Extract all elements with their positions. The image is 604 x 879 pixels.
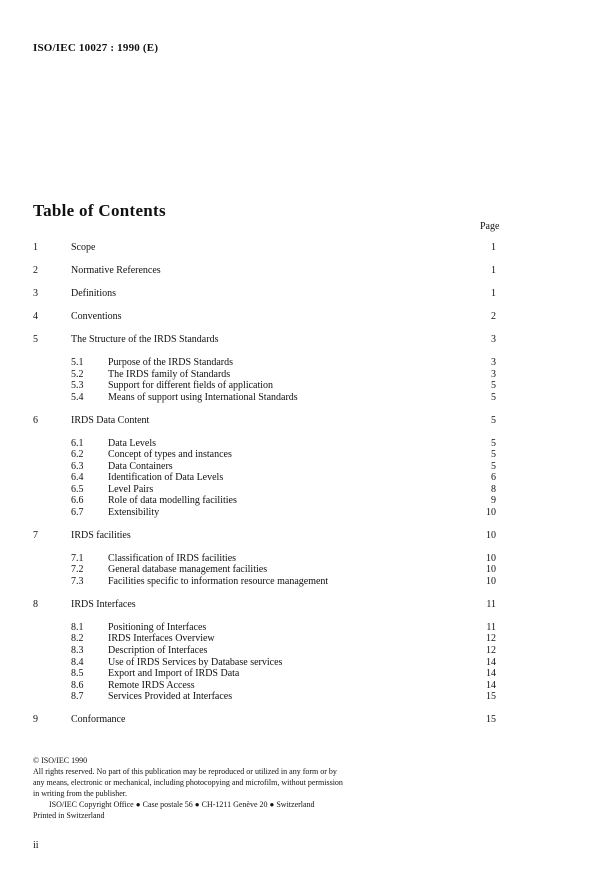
- toc-entry-page-number: 15: [486, 691, 496, 702]
- toc-entry-title[interactable]: Data Levels: [108, 438, 157, 449]
- toc-entry-page-number: 2: [491, 311, 496, 322]
- toc-entry-title[interactable]: Conformance: [71, 714, 126, 725]
- toc-entry-title[interactable]: Normative References: [71, 265, 161, 276]
- toc-entry-title[interactable]: Classification of IRDS facilities: [108, 553, 237, 564]
- toc-entry-page-number: 10: [486, 576, 496, 587]
- toc-entry-number: 7.3: [71, 576, 84, 587]
- copyright-line: © ISO/IEC 1990: [33, 756, 88, 765]
- toc-entry-title[interactable]: Remote IRDS Access: [108, 680, 195, 691]
- toc-entry-number: 6.5: [71, 484, 84, 495]
- toc-entry-title[interactable]: Facilities specific to information resource management: [108, 576, 329, 587]
- toc-entry-page-number: 11: [486, 599, 496, 610]
- toc-entry-page-number: 3: [491, 357, 496, 368]
- page-folio: ii: [33, 840, 39, 851]
- toc-entry-page-number: 10: [486, 553, 496, 564]
- toc-entry-title[interactable]: Use of IRDS Services by Database services: [108, 657, 283, 668]
- toc-entry-page-number: 1: [491, 242, 496, 253]
- toc-entry-number: 8.7: [71, 691, 84, 702]
- toc-entry-page-number: 15: [486, 714, 496, 725]
- toc-entry-number: 8.5: [71, 668, 84, 679]
- toc-entry-number: 8.6: [71, 680, 84, 691]
- printed-in: Printed in Switzerland: [33, 811, 105, 820]
- toc-entry-page-number: 5: [491, 415, 496, 426]
- toc-entry-number: 9: [33, 714, 38, 725]
- toc-entry-title[interactable]: Identification of Data Levels: [108, 472, 224, 483]
- toc-entry-number: 8.3: [71, 645, 84, 656]
- toc-entry-page-number: 12: [486, 633, 496, 644]
- toc-entry-number: 6.4: [71, 472, 84, 483]
- toc-entry-number: 6: [33, 415, 38, 426]
- toc-entry-number: 7.2: [71, 564, 84, 575]
- toc-entry-page-number: 14: [486, 680, 496, 691]
- toc-entry-page-number: 10: [486, 507, 496, 518]
- toc-entry-title[interactable]: Definitions: [71, 288, 116, 299]
- toc-entry-title[interactable]: General database management facilities: [108, 564, 268, 575]
- toc-page-column-label: Page: [480, 221, 500, 232]
- toc-entry-title[interactable]: IRDS Interfaces: [71, 599, 136, 610]
- toc-entry-number: 4: [33, 311, 38, 322]
- toc-entry-title[interactable]: Export and Import of IRDS Data: [108, 668, 240, 679]
- toc-entry-page-number: 3: [491, 334, 496, 345]
- toc-entry-title[interactable]: Description of Interfaces: [108, 645, 208, 656]
- toc-entry-title[interactable]: IRDS facilities: [71, 530, 131, 541]
- toc-title: Table of Contents: [33, 201, 166, 220]
- toc-entry-page-number: 14: [486, 668, 496, 679]
- toc-entry-number: 6.3: [71, 461, 84, 472]
- toc-entry-number: 6.1: [71, 438, 84, 449]
- toc-entry-number: 5.4: [71, 392, 84, 403]
- toc-entry-title[interactable]: IRDS Data Content: [71, 415, 150, 426]
- toc-entry-number: 8.2: [71, 633, 84, 644]
- toc-entry-title[interactable]: Extensibility: [108, 507, 160, 518]
- toc-entry-number: 7: [33, 530, 38, 541]
- toc-entry-number: 8.1: [71, 622, 84, 633]
- toc-entry-page-number: 8: [491, 484, 496, 495]
- toc-entry-number: 6.2: [71, 449, 84, 460]
- toc-entry-number: 6.7: [71, 507, 84, 518]
- toc-entry-title[interactable]: Purpose of the IRDS Standards: [108, 357, 233, 368]
- toc-entry-number: 1: [33, 242, 38, 253]
- toc-entry-title[interactable]: The Structure of the IRDS Standards: [71, 334, 219, 345]
- copyright-notice: [33, 755, 343, 821]
- toc-entry-page-number: 5: [491, 392, 496, 403]
- rights-line-2: any means, electronic or mechanical, including photocopying and microfilm, without permission: [33, 778, 343, 787]
- toc-entry-number: 5: [33, 334, 38, 345]
- toc-entry-title[interactable]: Concept of types and instances: [108, 449, 232, 460]
- toc-entry-number: 5.1: [71, 357, 84, 368]
- toc-entry-page-number: 5: [491, 438, 496, 449]
- rights-line-1: All rights reserved. No part of this publication may be reproduced or utilized in any form or by: [33, 767, 337, 776]
- toc-entry-number: 8.4: [71, 657, 84, 668]
- toc-entry-number: 3: [33, 288, 38, 299]
- toc-entry-page-number: 10: [486, 530, 496, 541]
- toc-entry-page-number: 14: [486, 657, 496, 668]
- toc-entry-title[interactable]: The IRDS family of Standards: [108, 369, 231, 380]
- toc-entry-page-number: 1: [491, 288, 496, 299]
- toc-entry-title[interactable]: IRDS Interfaces Overview: [108, 633, 215, 644]
- toc-entry-page-number: 5: [491, 380, 496, 391]
- toc-entry-number: 6.6: [71, 495, 84, 506]
- document-id-header: ISO/IEC 10027 : 1990 (E): [33, 42, 159, 54]
- toc-entry-page-number: 5: [491, 449, 496, 460]
- toc-entry-number: 2: [33, 265, 38, 276]
- toc-entry-page-number: 10: [486, 564, 496, 575]
- toc-entry-page-number: 9: [491, 495, 496, 506]
- toc-entry-number: 7.1: [71, 553, 84, 564]
- toc-entry-page-number: 6: [491, 472, 496, 483]
- toc-entry-title[interactable]: Role of data modelling facilities: [108, 495, 237, 506]
- toc-entry-title[interactable]: Support for different fields of application: [108, 380, 274, 391]
- rights-line-3: in writing from the publisher.: [33, 789, 127, 798]
- toc-entry-number: 5.2: [71, 369, 84, 380]
- toc-entry-page-number: 12: [486, 645, 496, 656]
- toc-entry-title[interactable]: Conventions: [71, 311, 122, 322]
- toc-entry-page-number: 11: [486, 622, 496, 633]
- toc-entry-title[interactable]: Data Containers: [108, 461, 173, 472]
- toc-entry-title[interactable]: Services Provided at Interfaces: [108, 691, 233, 702]
- toc-entry-page-number: 5: [491, 461, 496, 472]
- toc-entry-number: 5.3: [71, 380, 84, 391]
- toc-entry-title[interactable]: Means of support using International Standards: [108, 392, 298, 403]
- toc-entry-title[interactable]: Level Pairs: [108, 484, 154, 495]
- toc-entry-title[interactable]: Positioning of Interfaces: [108, 622, 207, 633]
- toc-entry-number: 8: [33, 599, 38, 610]
- toc-entry-page-number: 1: [491, 265, 496, 276]
- copyright-office-address: ISO/IEC Copyright Office ● Case postale 56 ● CH-1211 Genève 20 ● Switzerland: [49, 800, 315, 809]
- toc-entry-title[interactable]: Scope: [71, 242, 96, 253]
- toc-entry-page-number: 3: [491, 369, 496, 380]
